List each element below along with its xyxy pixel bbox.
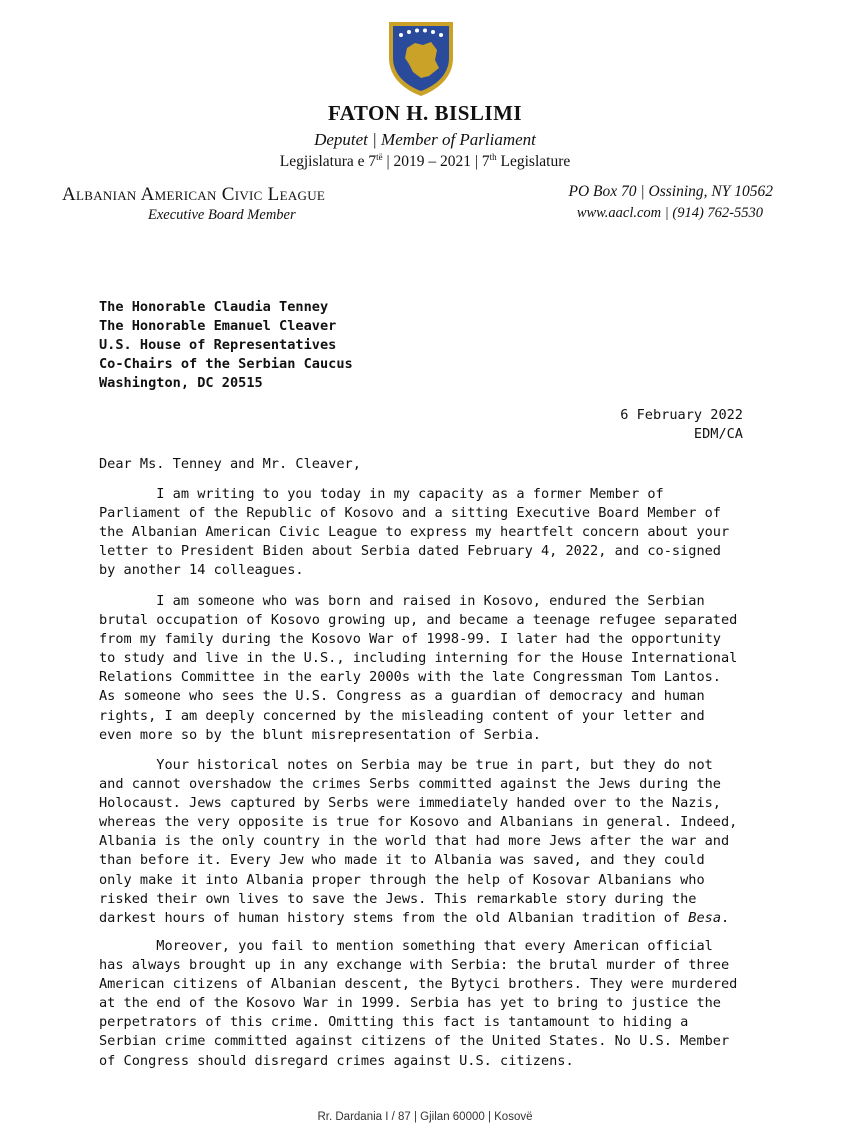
paragraph-3	[99, 756, 759, 928]
paragraph-3-end: .	[721, 909, 730, 926]
kosovo-coat-of-arms-icon	[385, 18, 457, 98]
paragraph-4: Moreover, you fail to mention something that every American official has always brought up in any exchange with Serbia: the brutal murder of three American citizens of Albanian descent, the Bytyci brothers. They were murdered at the end of the Kosovo War in 1999. Serbia has yet to bring to justice the perpetrators of this crime. Omitting this fact is tantamount to hiding a Serbian crime committed against citizens of the United States. No U.S. Member of Congress should disregard crimes against U.S. citizens.	[99, 938, 738, 1069]
besa-term: Besa	[688, 909, 722, 926]
author-role: Deputet | Member of Parliament	[314, 130, 536, 149]
letter-date: 6 February 2022 EDM/CA	[620, 407, 743, 443]
footer-address: Rr. Dardania I / 87 | Gjilan 60000 | Kosovë	[317, 1111, 533, 1123]
paragraph-2: I am someone who was born and raised in Kosovo, endured the Serbian brutal occupation of Kosovo growing up, and became a teenage refugee separated from my family during the Kosovo War of 1998-99. I later had the opportunity to study and live in the U.S., including interning for the House International Relations Committee in the early 2000s with the late Congressman Tom Lantos. As someone who sees the U.S. Congress as a guardian of democracy and human rights, I am deeply concerned by the misleading content of your letter and even more so by the blunt misrepresentation of Serbia.	[99, 593, 738, 743]
po-box-address: PO Box 70 | Ossining, NY 10562	[568, 183, 773, 200]
paragraph-1: I am writing to you today in my capacity as a former Member of Parliament of the Republic of Kosovo and a sitting Executive Board Member of the Albanian American Civic League to express my heartfelt concern about your letter to President Biden about Serbia dated February 4, 2022, and co-signed by another 14 colleagues.	[99, 486, 730, 579]
paragraph-3-text: Your historical notes on Serbia may be true in part, but they do not and cannot overshadow the crimes Serbs committed against the Jews during the Holocaust. Jews captured by Serbs were immediately handed over to the Nazis, whereas the very opposite is true for Kosovo and Albanians in general. Indeed, Albania is the only country in the world that had more Jews after the war and than before it. Every Jew who made it to Albania was saved, and they could only make it into Albania proper through the help of Kosovar Albanians who risked their own lives to save the Jews. This remarkable story during the darkest hours of human history stems from the old Albanian tradition of	[99, 757, 738, 926]
recipient-address: The Honorable Claudia Tenney The Honorable Emanuel Cleaver U.S. House of Representatives Co-Chairs of the Serbian Caucus Washington, DC 20515	[99, 299, 353, 392]
legislature-line: Legjislatura e $7^{të}$ | 2019 – 2021 | 7th Legislature	[279, 152, 571, 171]
website-phone: www.aacl.com | (914) 762-5530	[576, 205, 763, 221]
author-name: FATON H. BISLIMI	[327, 101, 523, 125]
organization-role: Executive Board Member	[148, 207, 296, 223]
organization-name: Albanian American Civic League	[62, 184, 326, 205]
salutation: Dear Ms. Tenney and Mr. Cleaver,	[99, 456, 361, 472]
